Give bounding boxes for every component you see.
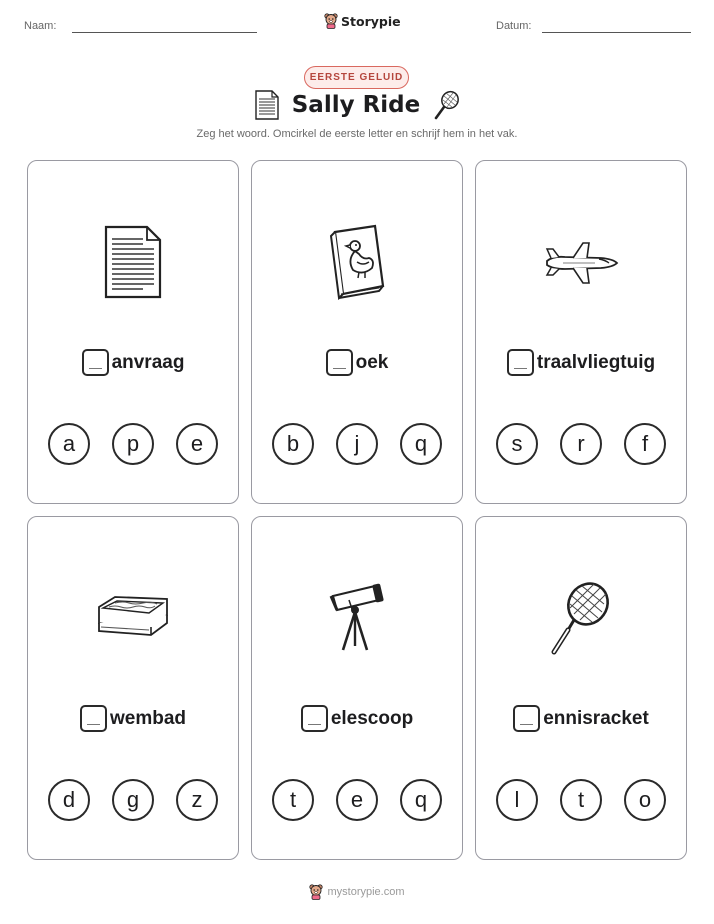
- letter-choice[interactable]: q: [400, 779, 442, 821]
- exercise-card: [251, 160, 463, 504]
- exercise-card: [251, 516, 463, 860]
- first-letter-box[interactable]: [507, 349, 534, 376]
- telescope-icon: [327, 582, 387, 654]
- letter-choice[interactable]: s: [496, 423, 538, 465]
- word-rest: oek: [355, 351, 389, 373]
- letter-choice[interactable]: o: [624, 779, 666, 821]
- title-row: [0, 90, 714, 120]
- letter-choices: [28, 423, 238, 465]
- footer-url[interactable]: mystorypie.com: [327, 886, 405, 898]
- letter-choice[interactable]: e: [336, 779, 378, 821]
- letter-choices: [252, 423, 462, 465]
- letter-choice[interactable]: q: [400, 423, 442, 465]
- first-letter-box[interactable]: [513, 705, 540, 732]
- letter-choice[interactable]: d: [48, 779, 90, 821]
- letter-choice[interactable]: z: [176, 779, 218, 821]
- letter-choice[interactable]: g: [112, 779, 154, 821]
- exercise-card: [27, 160, 239, 504]
- letter-choice[interactable]: l: [496, 779, 538, 821]
- document-icon: [103, 225, 163, 299]
- tennis-racket-icon: [548, 578, 614, 658]
- letter-choice[interactable]: r: [560, 423, 602, 465]
- exercise-card: [27, 516, 239, 860]
- page-title: Sally Ride: [291, 92, 421, 118]
- word-rest: traalvliegtuig: [536, 351, 656, 373]
- brand-name: Storypie: [341, 13, 401, 29]
- brand-logo: [324, 13, 401, 29]
- letter-choice[interactable]: a: [48, 423, 90, 465]
- first-letter-box[interactable]: [326, 349, 353, 376]
- letter-choice[interactable]: j: [336, 423, 378, 465]
- tennis-racket-icon: [432, 90, 460, 120]
- date-line[interactable]: [542, 32, 691, 33]
- letter-choice[interactable]: f: [624, 423, 666, 465]
- word-rest: anvraag: [111, 351, 185, 373]
- word-prompt: [252, 349, 462, 376]
- jet-plane-icon: [543, 239, 619, 285]
- word-prompt: [476, 349, 686, 376]
- word-prompt: [28, 349, 238, 376]
- first-letter-box[interactable]: [80, 705, 107, 732]
- word-rest: wembad: [109, 707, 187, 729]
- book-icon: [325, 224, 389, 300]
- bear-mascot-icon: [309, 884, 323, 900]
- name-line[interactable]: [72, 32, 257, 33]
- first-letter-box[interactable]: [301, 705, 328, 732]
- exercise-card: [475, 516, 687, 860]
- letter-choice[interactable]: p: [112, 423, 154, 465]
- letter-choices: [476, 423, 686, 465]
- word-prompt: [476, 705, 686, 732]
- worksheet-header: [0, 0, 714, 50]
- word-rest: ennisracket: [543, 707, 649, 729]
- date-label: Datum:: [496, 20, 532, 32]
- letter-choices: [476, 779, 686, 821]
- word-prompt: [28, 705, 238, 732]
- exercise-card: [475, 160, 687, 504]
- footer: [0, 884, 714, 900]
- letter-choices: [28, 779, 238, 821]
- name-label: Naam:: [24, 20, 57, 32]
- pool-icon: [93, 593, 173, 643]
- document-icon: [254, 90, 280, 120]
- letter-choice[interactable]: t: [272, 779, 314, 821]
- bear-mascot-icon: [324, 13, 338, 29]
- letter-choice[interactable]: t: [560, 779, 602, 821]
- category-badge: EERSTE GELUID: [304, 66, 409, 89]
- letter-choices: [252, 779, 462, 821]
- word-rest: elescoop: [330, 707, 414, 729]
- letter-choice[interactable]: b: [272, 423, 314, 465]
- instruction-text: Zeg het woord. Omcirkel de eerste letter en schrijf hem in het vak.: [196, 128, 518, 140]
- first-letter-box[interactable]: [82, 349, 109, 376]
- word-prompt: [252, 705, 462, 732]
- letter-choice[interactable]: e: [176, 423, 218, 465]
